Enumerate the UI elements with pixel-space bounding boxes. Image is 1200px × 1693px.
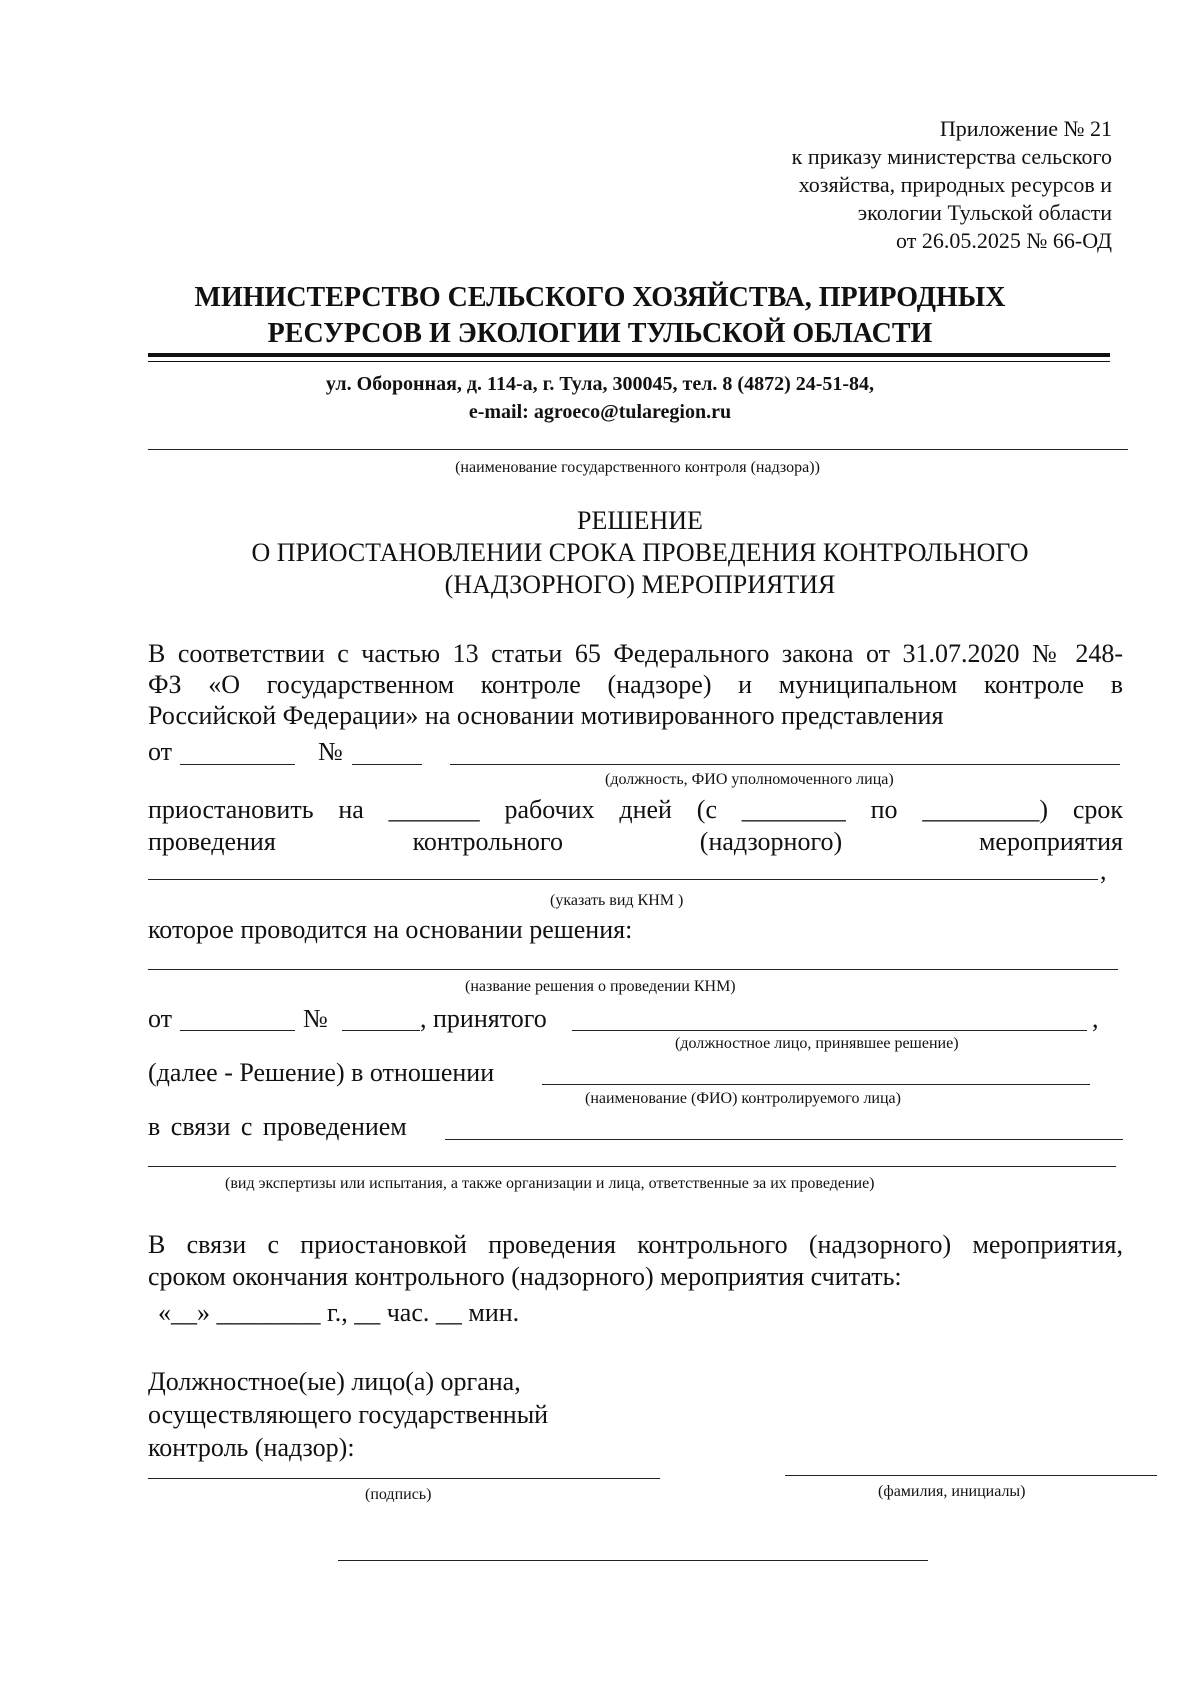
- presentation-date-field[interactable]: [180, 764, 295, 765]
- intro-line: В соответствии с частью 13 статьи 65 Федерального закона от 31.07.2020 № 248-: [148, 639, 1123, 668]
- controlled-person-field[interactable]: [542, 1084, 1090, 1085]
- intro-line: ФЗ «О государственном контроле (надзоре) и муниципальном контроле в: [148, 670, 1123, 699]
- caption-decision-name: (название решения о проведении КНМ): [465, 978, 736, 995]
- caption-decision-official: (должностное лицо, принявшее решение): [675, 1035, 959, 1052]
- annex-number: Приложение № 21: [939, 116, 1112, 141]
- annex-order-date: от 26.05.2025 № 66-ОД: [896, 228, 1112, 253]
- expertise-field[interactable]: [445, 1139, 1123, 1140]
- header-rule-thin: [148, 361, 1110, 362]
- expertise-field-2[interactable]: [148, 1166, 1116, 1167]
- signatory-block: Должностное(ые) лицо(а) органа, осуществляющего государственный контроль (надзор):: [148, 1367, 549, 1462]
- regarding-label: (далее - Решение) в отношении: [148, 1058, 495, 1087]
- ministry-address: ул. Оборонная, д. 114-а, г. Тула, 300045, тел. 8 (4872) 24-51-84, e-mail: agroeco@tularegion.ru: [325, 373, 875, 423]
- bottom-signature-line[interactable]: [338, 1560, 928, 1561]
- intro-line: Российской Федерации» на основании мотивированного представления: [148, 701, 944, 730]
- end-paragraph-line: В связи с приостановкой проведения контрольного (надзорного) мероприятия,: [148, 1230, 1123, 1259]
- decision-name-field[interactable]: [148, 969, 1118, 970]
- caption-surname: (фамилия, инициалы): [878, 1483, 1026, 1500]
- caption-knm-type: (указать вид КНМ ): [550, 892, 684, 909]
- end-date-line: «__» ________ г., __ час. __ мин.: [158, 1298, 520, 1327]
- caption-expertise: (вид экспертизы или испытания, а также организации и лица, ответственные за их проведение): [225, 1175, 875, 1192]
- annex-block: [792, 115, 1112, 255]
- conduct-line: проведения контрольного (надзорного) мероприятия: [148, 827, 1123, 856]
- from-label: от: [148, 1004, 173, 1033]
- number-label: №: [303, 1004, 328, 1033]
- decision-number-field[interactable]: [342, 1030, 420, 1031]
- based-on-line: которое проводится на основании решения:: [148, 915, 633, 944]
- annex-order-line: к приказу министерства сельского: [791, 144, 1112, 169]
- caption-signature: (подпись): [365, 1486, 432, 1503]
- comma: ,: [1100, 856, 1107, 885]
- surname-field[interactable]: [785, 1475, 1157, 1476]
- decision-official-field[interactable]: [572, 1030, 1087, 1031]
- number-label: №: [318, 737, 343, 766]
- presentation-number-field[interactable]: [352, 764, 422, 765]
- ministry-name: МИНИСТЕРСТВО СЕЛЬСКОГО ХОЗЯЙСТВА, ПРИРОДНЫХ РЕСУРСОВ И ЭКОЛОГИИ ТУЛЬСКОЙ ОБЛАСТИ: [194, 282, 1006, 349]
- document-title: РЕШЕНИЕ О ПРИОСТАНОВЛЕНИИ СРОКА ПРОВЕДЕНИЯ КОНТРОЛЬНОГО (НАДЗОРНОГО) МЕРОПРИЯТИЯ: [251, 506, 1029, 599]
- suspend-line: приостановить на _______ рабочих дней (с ________ по _________) срок: [148, 795, 1123, 824]
- caption-controlled-person: (наименование (ФИО) контролируемого лица): [585, 1090, 901, 1107]
- adopted-label: , принятого: [420, 1004, 547, 1033]
- official-field[interactable]: [450, 764, 1120, 765]
- caption-control-name: (наименование государственного контроля (надзора)): [455, 459, 820, 476]
- annex-order-line: хозяйства, природных ресурсов и: [798, 172, 1112, 197]
- in-connection-label: в связи с проведением: [148, 1112, 407, 1141]
- decision-date-field[interactable]: [180, 1030, 295, 1031]
- caption-official: (должность, ФИО уполномоченного лица): [605, 771, 894, 788]
- knm-type-field[interactable]: [148, 879, 1098, 880]
- header-rule-thick: [148, 353, 1110, 357]
- comma: ,: [1092, 1004, 1099, 1033]
- end-paragraph-line: сроком окончания контрольного (надзорного) мероприятия считать:: [148, 1262, 902, 1291]
- annex-order-line: экологии Тульской области: [857, 200, 1112, 225]
- control-name-line: [148, 449, 1128, 450]
- from-label: от: [148, 737, 173, 766]
- signature-field[interactable]: [148, 1478, 660, 1479]
